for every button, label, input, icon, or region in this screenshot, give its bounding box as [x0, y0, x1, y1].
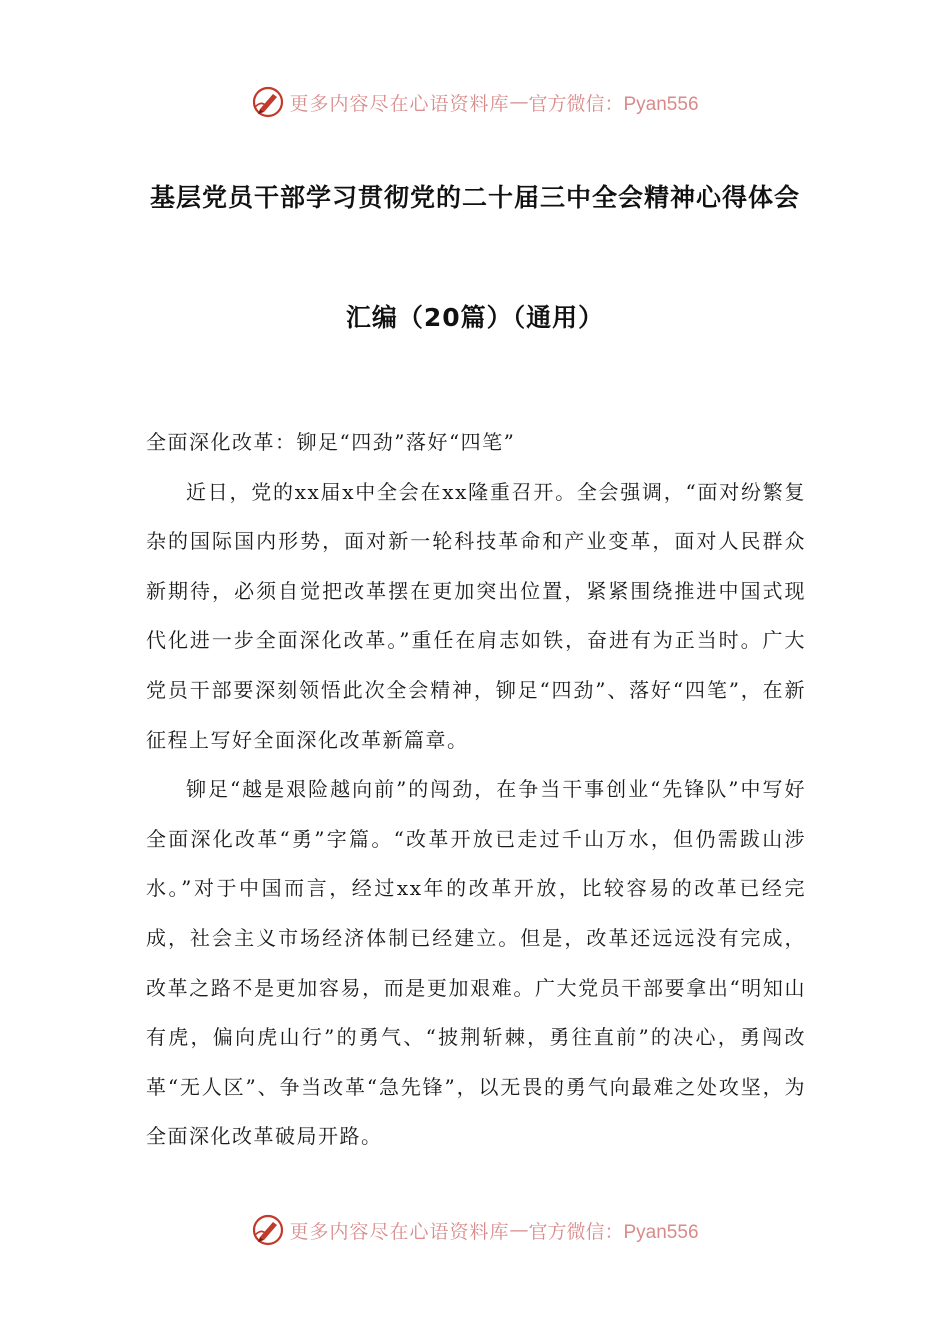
watermark-separator: —: [509, 91, 529, 113]
paragraph: 近日，党的xx届x中全会在xx隆重召开。全会强调，“面对纷繁复杂的国际国内形势，面对新一轮科技革命和产业变革，面对人民群众新期待，必须自觉把改革摆在更加突出位置，紧紧围绕推进中国式现代化进一步全面深化改革。”重任在肩志如铁，奋进有为正当时。广大党员干部要深刻领悟此次全会精神，铆足“四劲”、落好“四笔”，在新征程上写好全面深化改革新篇章。: [146, 479, 806, 752]
watermark-wechat: 官方微信：Pyan556: [528, 93, 699, 115]
watermark-separator: —: [509, 1219, 529, 1241]
pen-logo-icon: [251, 85, 285, 119]
paragraph: 铆足“越是艰险越向前”的闯劲，在争当干事创业“先锋队”中写好全面深化改革“勇”字篇。“改革开放已走过千山万水，但仍需跋山涉水。”对于中国而言，经过xx年的改革开放，比较容易的改革已经完成，社会主义市场经济体制已经建立。但是，改革还远远没有完成，改革之路不是更加容易，而是更加艰难。广大党员干部要拿出“明知山有虎，偏向虎山行”的勇气、“披荆斩棘，勇往直前”的决心，勇闯改革“无人区”、争当改革“急先锋”，以无畏的勇气向最难之处攻坚，为全面深化改革破局开路。: [146, 777, 806, 1149]
watermark-banner-bottom: [0, 1208, 950, 1252]
watermark-wechat: 官方微信：Pyan556: [528, 1221, 699, 1243]
document-title-line2: 汇编（20篇）（通用）: [345, 303, 605, 332]
document-title-line1: 基层党员干部学习贯彻党的二十届三中全会精神心得体会: [149, 183, 800, 212]
watermark-banner-top: [0, 80, 950, 124]
watermark-text: 更多内容尽在心语资料库: [289, 1220, 510, 1243]
pen-logo-icon: [251, 1213, 285, 1247]
section-subheading: 全面深化改革：铆足“四劲”落好“四笔”: [146, 430, 516, 454]
watermark-text: 更多内容尽在心语资料库: [289, 92, 510, 115]
document-body: [146, 418, 806, 1162]
